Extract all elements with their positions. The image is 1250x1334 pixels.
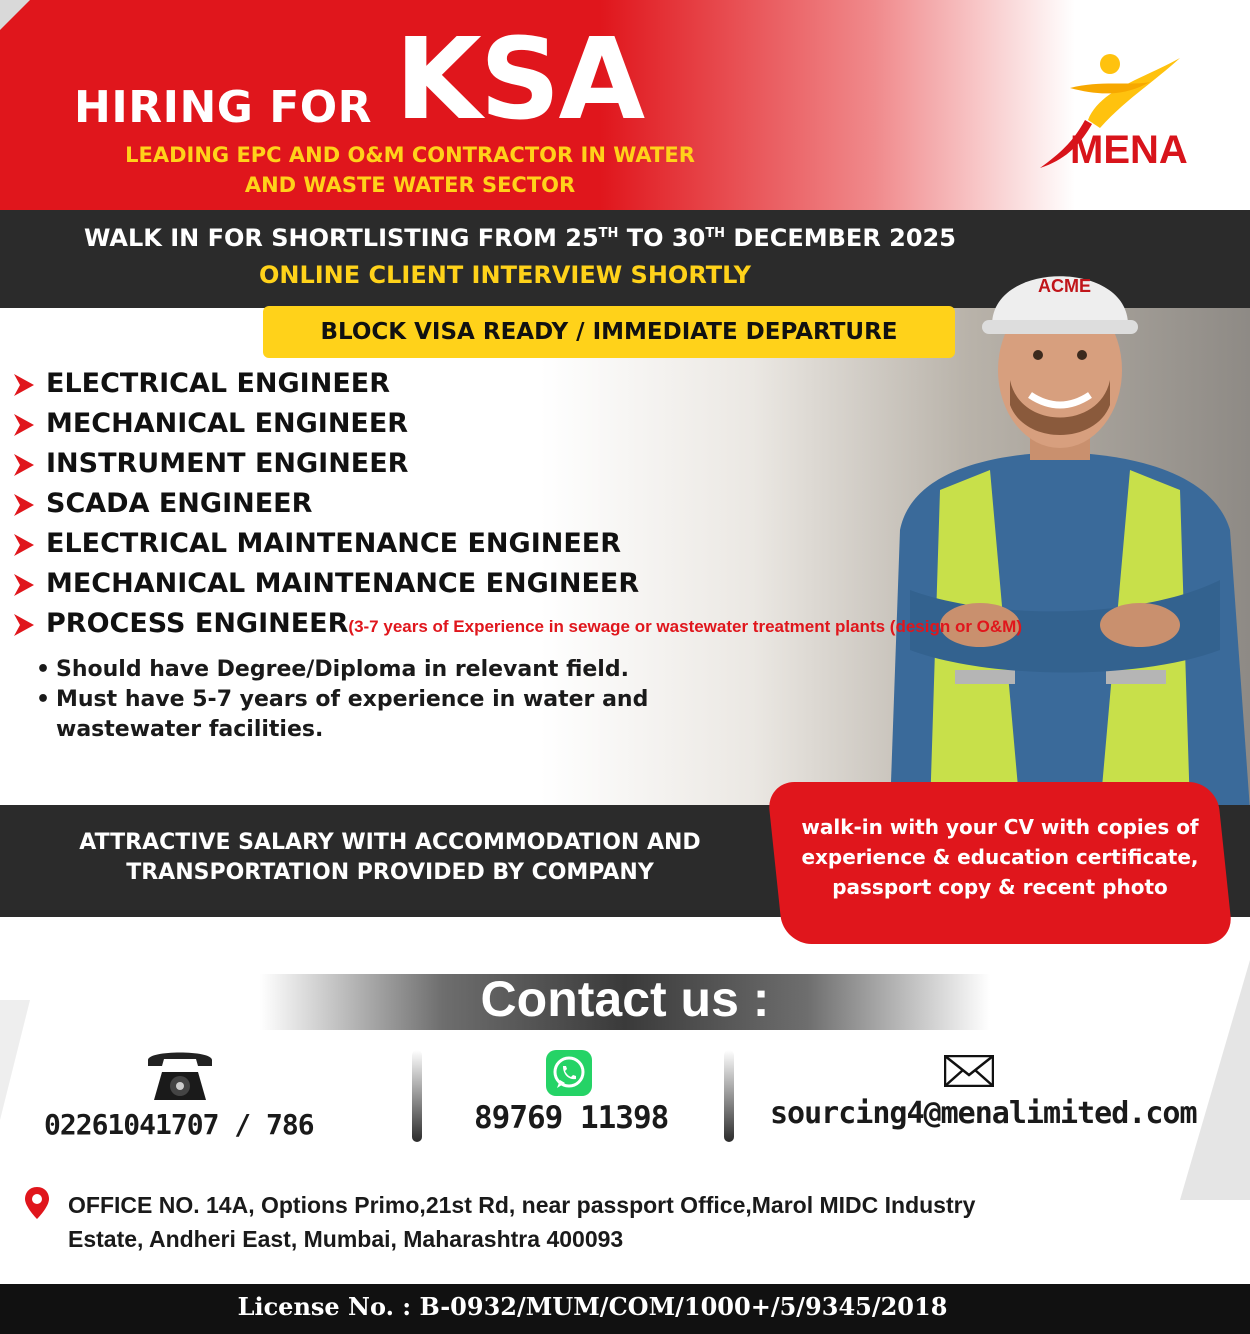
job-item [12, 364, 1022, 404]
job-title: MECHANICAL MAINTENANCE ENGINEER [46, 568, 640, 599]
job-item [12, 524, 1022, 564]
job-title: ELECTRICAL ENGINEER [46, 368, 390, 399]
envelope-icon [944, 1055, 994, 1087]
chevron-right-icon [12, 494, 34, 516]
chevron-right-icon [12, 534, 34, 556]
chevron-right-icon [12, 454, 34, 476]
job-item [12, 404, 1022, 444]
job-title: INSTRUMENT ENGINEER [46, 448, 409, 479]
address-line-1: OFFICE NO. 14A, Options Primo,21st Rd, near passport Office,Marol MIDC Industry [68, 1192, 976, 1218]
job-title: SCADA ENGINEER [46, 488, 313, 519]
job-title: ELECTRICAL MAINTENANCE ENGINEER [46, 528, 622, 559]
docs-line-3: passport copy & recent photo [832, 875, 1168, 899]
visa-badge: BLOCK VISA READY / IMMEDIATE DEPARTURE [263, 306, 955, 358]
walkin-dates: WALK IN FOR SHORTLISTING FROM 25TH TO 30TH DECEMBER 2025 [84, 224, 956, 252]
job-item [12, 604, 1022, 644]
salary-benefits [40, 828, 740, 888]
side-decoration [0, 1000, 30, 1120]
process-engineer-note: (3-7 years of Experience in sewage or wastewater treatment plants (design or O&M) [348, 617, 1022, 636]
chevron-right-icon [12, 414, 34, 436]
walkin-docs-text [790, 812, 1210, 902]
logo-text: MENA [1070, 128, 1188, 172]
sector-line-1: LEADING EPC AND O&M CONTRACTOR IN WATER [125, 143, 695, 167]
docs-line-1: walk-in with your CV with copies of [801, 815, 1199, 839]
country-title: KSA [395, 15, 644, 145]
requirement-item: • Should have Degree/Diploma in relevant field. [36, 655, 696, 685]
corner-decoration [0, 0, 30, 30]
job-list [12, 364, 1022, 644]
chevron-right-icon [12, 574, 34, 596]
office-address [68, 1188, 1218, 1256]
side-decoration [1180, 960, 1250, 1200]
divider [724, 1050, 734, 1142]
job-item [12, 444, 1022, 484]
docs-line-2: experience & education certificate, [801, 845, 1199, 869]
job-item [12, 484, 1022, 524]
contact-title: Contact us : [480, 971, 770, 1027]
divider [412, 1050, 422, 1142]
location-pin-icon [24, 1186, 50, 1220]
hiring-for-label: HIRING FOR [74, 82, 373, 133]
salary-line-1: ATTRACTIVE SALARY WITH ACCOMMODATION AND [79, 830, 701, 855]
online-interview-note: ONLINE CLIENT INTERVIEW SHORTLY [258, 261, 752, 289]
chevron-right-icon [12, 614, 34, 636]
salary-line-2: TRANSPORTATION PROVIDED BY COMPANY [126, 860, 654, 885]
sector-description [30, 140, 790, 200]
sector-line-2: AND WASTE WATER SECTOR [244, 173, 576, 197]
address-line-2: Estate, Andheri East, Mumbai, Maharashtra 400093 [68, 1226, 624, 1252]
phone-number[interactable]: 02261041707 / 786 [44, 1108, 314, 1141]
email-address[interactable]: sourcing4@menalimited.com [770, 1096, 1197, 1131]
job-title: PROCESS ENGINEER [46, 608, 349, 639]
job-title: MECHANICAL ENGINEER [46, 408, 409, 439]
requirements-list [36, 655, 696, 745]
job-item [12, 564, 1022, 604]
chevron-right-icon [12, 374, 34, 396]
helmet-logo: ACME [1038, 276, 1091, 296]
requirement-item: • Must have 5-7 years of experience in water and wastewater facilities. [36, 685, 696, 745]
telephone-icon [140, 1046, 220, 1102]
whatsapp-number[interactable]: 89769 11398 [474, 1100, 669, 1136]
license-number: License No. : B-0932/MUM/COM/1000+/5/9345/2018 [237, 1292, 948, 1321]
whatsapp-icon [546, 1050, 592, 1096]
